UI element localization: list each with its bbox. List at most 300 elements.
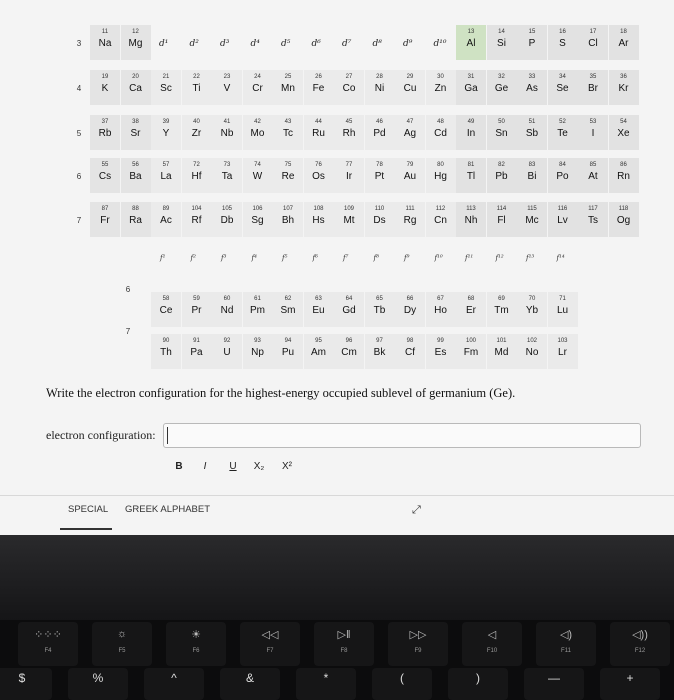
function-key-label: F5 bbox=[118, 648, 126, 654]
element-cell-lu bbox=[548, 292, 578, 327]
element-symbol: Nh bbox=[464, 215, 478, 226]
element-cell-as bbox=[517, 70, 547, 105]
laptop-bezel bbox=[0, 535, 674, 620]
element-cell-ni bbox=[365, 70, 395, 105]
element-symbol: Fm bbox=[463, 347, 479, 358]
element-cell-yb bbox=[517, 292, 547, 327]
atomic-number: 37 bbox=[101, 119, 109, 125]
element-cell-fl bbox=[487, 202, 517, 237]
element-cell-cf bbox=[395, 334, 425, 369]
element-symbol: Ge bbox=[494, 83, 509, 94]
atomic-number: 58 bbox=[162, 296, 170, 302]
element-cell-tl bbox=[456, 158, 486, 193]
f-period-label: 6 bbox=[125, 285, 131, 294]
atomic-number: 17 bbox=[589, 29, 597, 35]
atomic-number: 18 bbox=[620, 29, 627, 35]
element-cell-tm bbox=[487, 292, 517, 327]
number-key[interactable]: + bbox=[600, 668, 660, 700]
f-orbital-label: f¹³ bbox=[526, 254, 535, 262]
atomic-number: 92 bbox=[223, 338, 231, 344]
element-cell-po bbox=[548, 158, 578, 193]
element-symbol: Ho bbox=[434, 305, 447, 316]
element-symbol: Ta bbox=[221, 171, 233, 182]
f-orbital-label: f⁵ bbox=[282, 254, 288, 262]
element-cell-br bbox=[578, 70, 608, 105]
question-prompt: Write the electron configuration for the highest-energy occupied sublevel of germanium (Ge). bbox=[46, 386, 516, 400]
element-symbol: Y bbox=[162, 128, 170, 139]
atomic-number: 115 bbox=[527, 206, 537, 212]
bold-button[interactable]: B bbox=[175, 461, 183, 472]
atomic-number: 11 bbox=[101, 29, 109, 35]
element-symbol: Tl bbox=[466, 171, 476, 182]
element-cell-er bbox=[456, 292, 486, 327]
element-cell-ra bbox=[121, 202, 151, 237]
atomic-number: 34 bbox=[559, 74, 566, 80]
element-cell-dy bbox=[395, 292, 425, 327]
element-cell-ac bbox=[151, 202, 181, 237]
d-orbital-label: d⁷ bbox=[342, 39, 352, 49]
element-symbol: Ru bbox=[312, 128, 325, 139]
element-symbol: Cr bbox=[252, 83, 263, 94]
element-symbol: Tm bbox=[494, 305, 509, 316]
atomic-number: 48 bbox=[437, 119, 444, 125]
element-symbol: Cl bbox=[588, 38, 598, 49]
atomic-number: 71 bbox=[559, 296, 566, 302]
atomic-number: 45 bbox=[345, 119, 353, 125]
atomic-number: 47 bbox=[406, 119, 414, 125]
atomic-number: 82 bbox=[498, 162, 505, 168]
element-cell-sg bbox=[243, 202, 273, 237]
element-symbol: Ti bbox=[192, 83, 201, 94]
atomic-number: 70 bbox=[528, 296, 536, 302]
element-symbol: Ni bbox=[374, 83, 385, 94]
element-cell-hg bbox=[426, 158, 456, 193]
element-symbol: Pr bbox=[191, 305, 202, 316]
function-key-icon: ◁) bbox=[559, 629, 573, 641]
element-cell-mt bbox=[334, 202, 364, 237]
d-orbital-label: d⁴ bbox=[250, 39, 260, 49]
period-label: 4 bbox=[76, 84, 82, 93]
element-symbol: As bbox=[526, 83, 538, 94]
element-cell-gd bbox=[334, 292, 364, 327]
d-orbital-label: d³ bbox=[220, 39, 230, 49]
atomic-number: 95 bbox=[315, 338, 322, 344]
element-cell-ar bbox=[609, 25, 639, 60]
atomic-number: 103 bbox=[557, 338, 568, 344]
atomic-number: 57 bbox=[162, 162, 170, 168]
element-symbol: Au bbox=[403, 171, 417, 182]
element-cell-sb bbox=[517, 115, 547, 150]
atomic-number: 14 bbox=[498, 29, 505, 35]
element-cell-in bbox=[456, 115, 486, 150]
d-orbital-label: d¹ bbox=[159, 39, 169, 49]
atomic-number: 77 bbox=[345, 162, 353, 168]
element-cell-kr bbox=[609, 70, 639, 105]
atomic-number: 68 bbox=[467, 296, 475, 302]
atomic-number: 26 bbox=[315, 74, 322, 80]
function-key-f6[interactable] bbox=[166, 622, 226, 666]
atomic-number: 100 bbox=[465, 338, 476, 344]
element-cell-hs bbox=[304, 202, 334, 237]
atomic-number: 53 bbox=[589, 119, 597, 125]
element-symbol: W bbox=[252, 171, 263, 182]
element-symbol: V bbox=[223, 83, 231, 94]
element-symbol: Sn bbox=[495, 128, 508, 139]
element-symbol: Mn bbox=[281, 83, 295, 94]
superscript-button[interactable]: X² bbox=[282, 461, 292, 472]
atomic-number: 93 bbox=[254, 338, 261, 344]
element-cell-ts bbox=[578, 202, 608, 237]
atomic-number: 117 bbox=[588, 206, 598, 212]
element-cell-ag bbox=[395, 115, 425, 150]
element-symbol: Np bbox=[251, 347, 264, 358]
element-symbol: Nb bbox=[220, 128, 234, 139]
atomic-number: 83 bbox=[528, 162, 536, 168]
element-symbol: Ir bbox=[345, 171, 353, 182]
atomic-number: 86 bbox=[620, 162, 627, 168]
element-symbol: Er bbox=[466, 305, 476, 316]
atomic-number: 113 bbox=[466, 206, 476, 212]
atomic-number: 61 bbox=[254, 296, 261, 302]
element-symbol: Rh bbox=[342, 128, 356, 139]
atomic-number: 28 bbox=[376, 74, 383, 80]
element-cell-nb bbox=[212, 115, 242, 150]
element-cell-co bbox=[334, 70, 364, 105]
element-symbol: Db bbox=[220, 215, 234, 226]
element-symbol: Rf bbox=[191, 215, 202, 226]
f-orbital-label: f¹⁰ bbox=[434, 254, 443, 262]
element-symbol: Mo bbox=[250, 128, 265, 139]
atomic-number: 94 bbox=[284, 338, 292, 344]
function-key-label: F12 bbox=[634, 648, 646, 654]
function-key-icon: ⁘⁘⁘ bbox=[34, 629, 62, 641]
number-key[interactable]: — bbox=[524, 668, 584, 700]
f-orbital-label: f³ bbox=[221, 254, 227, 262]
atomic-number: 62 bbox=[284, 296, 292, 302]
element-symbol: Rg bbox=[403, 215, 417, 226]
element-cell-ti bbox=[182, 70, 212, 105]
element-cell-sr bbox=[121, 115, 151, 150]
number-key[interactable]: % bbox=[68, 668, 128, 700]
atomic-number: 81 bbox=[467, 162, 475, 168]
element-cell-se bbox=[548, 70, 578, 105]
element-cell-ta bbox=[212, 158, 242, 193]
element-symbol: Co bbox=[342, 83, 356, 94]
element-symbol: Bh bbox=[281, 215, 295, 226]
element-cell-si bbox=[487, 25, 517, 60]
element-cell-re bbox=[273, 158, 303, 193]
element-symbol: Re bbox=[281, 171, 295, 182]
atomic-number: 16 bbox=[559, 29, 566, 35]
d-orbital-label: d⁸ bbox=[372, 39, 382, 49]
element-symbol: Fr bbox=[100, 215, 110, 226]
element-symbol: Ac bbox=[160, 215, 172, 226]
atomic-number: 75 bbox=[284, 162, 292, 168]
atomic-number: 60 bbox=[223, 296, 231, 302]
element-symbol: Os bbox=[312, 171, 325, 182]
element-cell-pb bbox=[487, 158, 517, 193]
element-symbol: Lu bbox=[556, 305, 569, 316]
f-orbital-label: f⁶ bbox=[312, 254, 318, 262]
element-cell-cm bbox=[334, 334, 364, 369]
number-key[interactable]: ( bbox=[372, 668, 432, 700]
element-symbol: Sm bbox=[280, 305, 296, 316]
element-symbol: Pb bbox=[495, 171, 508, 182]
atomic-number: 56 bbox=[132, 162, 139, 168]
f-orbital-label: f⁸ bbox=[373, 254, 379, 262]
element-symbol: Ra bbox=[129, 215, 142, 226]
atomic-number: 98 bbox=[406, 338, 414, 344]
element-symbol: K bbox=[101, 83, 109, 94]
element-symbol: Zn bbox=[434, 83, 447, 94]
element-cell-y bbox=[151, 115, 181, 150]
function-key-icon: ◁◁ bbox=[261, 629, 279, 641]
atomic-number: 110 bbox=[374, 206, 385, 212]
number-key[interactable]: & bbox=[220, 668, 280, 700]
function-key-icon: ◁ bbox=[487, 629, 497, 641]
atomic-number: 88 bbox=[132, 206, 139, 212]
atomic-number: 12 bbox=[132, 29, 139, 35]
electron-configuration-label: electron configuration: bbox=[46, 428, 156, 442]
element-cell-cu bbox=[395, 70, 425, 105]
atomic-number: 20 bbox=[132, 74, 139, 80]
element-symbol: Pm bbox=[250, 305, 265, 316]
atomic-number: 107 bbox=[282, 206, 293, 212]
element-symbol: Bk bbox=[373, 347, 386, 358]
element-cell-bi bbox=[517, 158, 547, 193]
expand-arrows-icon[interactable]: ⤢ bbox=[412, 504, 421, 516]
atomic-number: 76 bbox=[315, 162, 322, 168]
number-key[interactable]: ^ bbox=[144, 668, 204, 700]
atomic-number: 66 bbox=[406, 296, 414, 302]
f-orbital-label: f⁴ bbox=[251, 254, 257, 262]
number-key[interactable]: * bbox=[296, 668, 356, 700]
element-symbol: Cu bbox=[403, 83, 417, 94]
element-cell-u bbox=[212, 334, 242, 369]
function-key-icon: ☼ bbox=[116, 628, 128, 640]
element-symbol: Md bbox=[494, 347, 509, 358]
underline-button[interactable]: U bbox=[229, 461, 237, 472]
element-symbol: Sg bbox=[251, 215, 264, 226]
number-key[interactable]: ) bbox=[448, 668, 508, 700]
tab-special[interactable]: SPECIAL bbox=[68, 504, 109, 515]
element-symbol: Es bbox=[434, 347, 447, 358]
function-key-icon: ▷▷ bbox=[409, 629, 427, 641]
element-cell-mg bbox=[121, 25, 151, 60]
atomic-number: 59 bbox=[193, 296, 200, 302]
atomic-number: 29 bbox=[406, 74, 414, 80]
element-symbol: Sr bbox=[130, 128, 141, 139]
element-symbol: Th bbox=[160, 347, 172, 358]
d-orbital-label: d⁵ bbox=[281, 39, 291, 49]
element-symbol: Ts bbox=[588, 215, 598, 226]
d-orbital-label: d² bbox=[189, 39, 199, 49]
element-cell-ge bbox=[487, 70, 517, 105]
element-cell-pr bbox=[182, 292, 212, 327]
element-cell-al bbox=[456, 25, 486, 60]
element-cell-pu bbox=[273, 334, 303, 369]
function-key-icon: ▷‖ bbox=[337, 629, 351, 641]
number-key[interactable]: $ bbox=[0, 668, 52, 700]
atomic-number: 65 bbox=[376, 296, 383, 302]
atomic-number: 46 bbox=[376, 119, 383, 125]
function-key-f11[interactable] bbox=[536, 622, 596, 666]
atomic-number: 51 bbox=[528, 119, 536, 125]
atomic-number: 67 bbox=[437, 296, 444, 302]
atomic-number: 102 bbox=[526, 338, 537, 344]
element-cell-np bbox=[243, 334, 273, 369]
atomic-number: 112 bbox=[435, 206, 446, 212]
element-symbol: Gd bbox=[342, 305, 356, 316]
element-cell-zr bbox=[182, 115, 212, 150]
period-label: 3 bbox=[76, 39, 82, 48]
element-cell-te bbox=[548, 115, 578, 150]
atomic-number: 50 bbox=[498, 119, 505, 125]
element-symbol: Tb bbox=[373, 305, 386, 316]
function-key-icon: ◁)) bbox=[632, 629, 648, 641]
element-cell-es bbox=[426, 334, 456, 369]
electron-configuration-input[interactable] bbox=[163, 423, 641, 448]
element-symbol: Ca bbox=[129, 83, 142, 94]
tab-greek-alphabet[interactable]: GREEK ALPHABET bbox=[125, 504, 211, 515]
period-label: 5 bbox=[76, 129, 82, 138]
function-key-f9[interactable] bbox=[388, 622, 448, 666]
element-cell-v bbox=[212, 70, 242, 105]
function-key-label: F8 bbox=[340, 648, 348, 654]
atomic-number: 42 bbox=[254, 119, 261, 125]
element-cell-bk bbox=[365, 334, 395, 369]
element-symbol: Rb bbox=[98, 128, 112, 139]
atomic-number: 31 bbox=[467, 74, 475, 80]
element-cell-at bbox=[578, 158, 608, 193]
atomic-number: 55 bbox=[101, 162, 109, 168]
atomic-number: 35 bbox=[589, 74, 597, 80]
atomic-number: 15 bbox=[528, 29, 536, 35]
element-cell-ir bbox=[334, 158, 364, 193]
atomic-number: 32 bbox=[498, 74, 505, 80]
function-key-f7[interactable] bbox=[240, 622, 300, 666]
element-cell-fm bbox=[456, 334, 486, 369]
element-symbol: Ds bbox=[373, 215, 386, 226]
element-cell-mo bbox=[243, 115, 273, 150]
element-symbol: Mc bbox=[525, 215, 539, 226]
element-symbol: Hg bbox=[434, 171, 447, 182]
function-key-f5[interactable] bbox=[92, 622, 152, 666]
element-cell-p bbox=[517, 25, 547, 60]
atomic-number: 44 bbox=[315, 119, 322, 125]
text-caret bbox=[167, 427, 168, 444]
element-cell-cl bbox=[578, 25, 608, 60]
element-cell-hf bbox=[182, 158, 212, 193]
element-symbol: Sb bbox=[525, 128, 539, 139]
atomic-number: 87 bbox=[101, 206, 109, 212]
element-symbol: Tc bbox=[283, 128, 293, 139]
atomic-number: 24 bbox=[254, 74, 261, 80]
element-symbol: Fl bbox=[497, 215, 506, 226]
atomic-number: 73 bbox=[223, 162, 231, 168]
element-cell-ce bbox=[151, 292, 181, 327]
atomic-number: 43 bbox=[284, 119, 292, 125]
element-cell-am bbox=[304, 334, 334, 369]
atomic-number: 27 bbox=[345, 74, 353, 80]
element-symbol: Ga bbox=[464, 83, 478, 94]
element-symbol: Cf bbox=[405, 347, 415, 358]
atomic-number: 30 bbox=[437, 74, 444, 80]
element-cell-ga bbox=[456, 70, 486, 105]
element-symbol: Rn bbox=[617, 171, 630, 182]
f-orbital-label: f¹² bbox=[495, 254, 504, 262]
d-orbital-label: d¹⁰ bbox=[433, 39, 447, 49]
element-cell-lv bbox=[548, 202, 578, 237]
element-cell-os bbox=[304, 158, 334, 193]
atomic-number: 79 bbox=[406, 162, 414, 168]
atomic-number: 114 bbox=[496, 206, 507, 212]
atomic-number: 111 bbox=[405, 206, 415, 212]
element-cell-nd bbox=[212, 292, 242, 327]
atomic-number: 52 bbox=[559, 119, 566, 125]
atomic-number: 104 bbox=[191, 206, 202, 212]
atomic-number: 63 bbox=[315, 296, 322, 302]
element-symbol: Cm bbox=[341, 347, 357, 358]
element-cell-na bbox=[90, 25, 120, 60]
element-symbol: Xe bbox=[617, 128, 630, 139]
atomic-number: 85 bbox=[589, 162, 597, 168]
element-symbol: Lv bbox=[557, 215, 568, 226]
subscript-button[interactable]: X₂ bbox=[253, 461, 265, 472]
element-cell-tb bbox=[365, 292, 395, 327]
element-symbol: Hf bbox=[191, 171, 202, 182]
element-cell-rg bbox=[395, 202, 425, 237]
element-cell-md bbox=[487, 334, 517, 369]
function-key-f4[interactable] bbox=[18, 622, 78, 666]
atomic-number: 90 bbox=[162, 338, 170, 344]
element-symbol: Og bbox=[616, 215, 631, 226]
function-key-f8[interactable] bbox=[314, 622, 374, 666]
atomic-number: 105 bbox=[221, 206, 232, 212]
atomic-number: 116 bbox=[557, 206, 568, 212]
element-cell-ds bbox=[365, 202, 395, 237]
element-symbol: P bbox=[528, 38, 536, 49]
element-symbol: Kr bbox=[618, 83, 629, 94]
element-symbol: Mt bbox=[343, 215, 355, 226]
element-cell-zn bbox=[426, 70, 456, 105]
atomic-number: 101 bbox=[496, 338, 507, 344]
element-symbol: Br bbox=[588, 83, 598, 94]
atomic-number: 72 bbox=[193, 162, 200, 168]
element-symbol: Nd bbox=[220, 305, 234, 316]
atomic-number: 89 bbox=[162, 206, 170, 212]
element-symbol: Fe bbox=[312, 83, 325, 94]
atomic-number: 80 bbox=[437, 162, 444, 168]
atomic-number: 41 bbox=[223, 119, 231, 125]
element-symbol: Pt bbox=[374, 171, 385, 182]
atomic-number: 84 bbox=[559, 162, 566, 168]
element-symbol: No bbox=[525, 347, 539, 358]
element-symbol: Ag bbox=[403, 128, 417, 139]
element-cell-sm bbox=[273, 292, 303, 327]
element-cell-tc bbox=[273, 115, 303, 150]
atomic-number: 36 bbox=[620, 74, 627, 80]
element-symbol: Al bbox=[466, 38, 476, 49]
function-key-f10[interactable] bbox=[462, 622, 522, 666]
element-cell-pm bbox=[243, 292, 273, 327]
italic-button[interactable]: I bbox=[203, 461, 207, 472]
element-symbol: Am bbox=[311, 347, 326, 358]
atomic-number: 96 bbox=[345, 338, 353, 344]
function-key-f12[interactable] bbox=[610, 622, 670, 666]
atomic-number: 23 bbox=[223, 74, 231, 80]
atomic-number: 91 bbox=[193, 338, 200, 344]
